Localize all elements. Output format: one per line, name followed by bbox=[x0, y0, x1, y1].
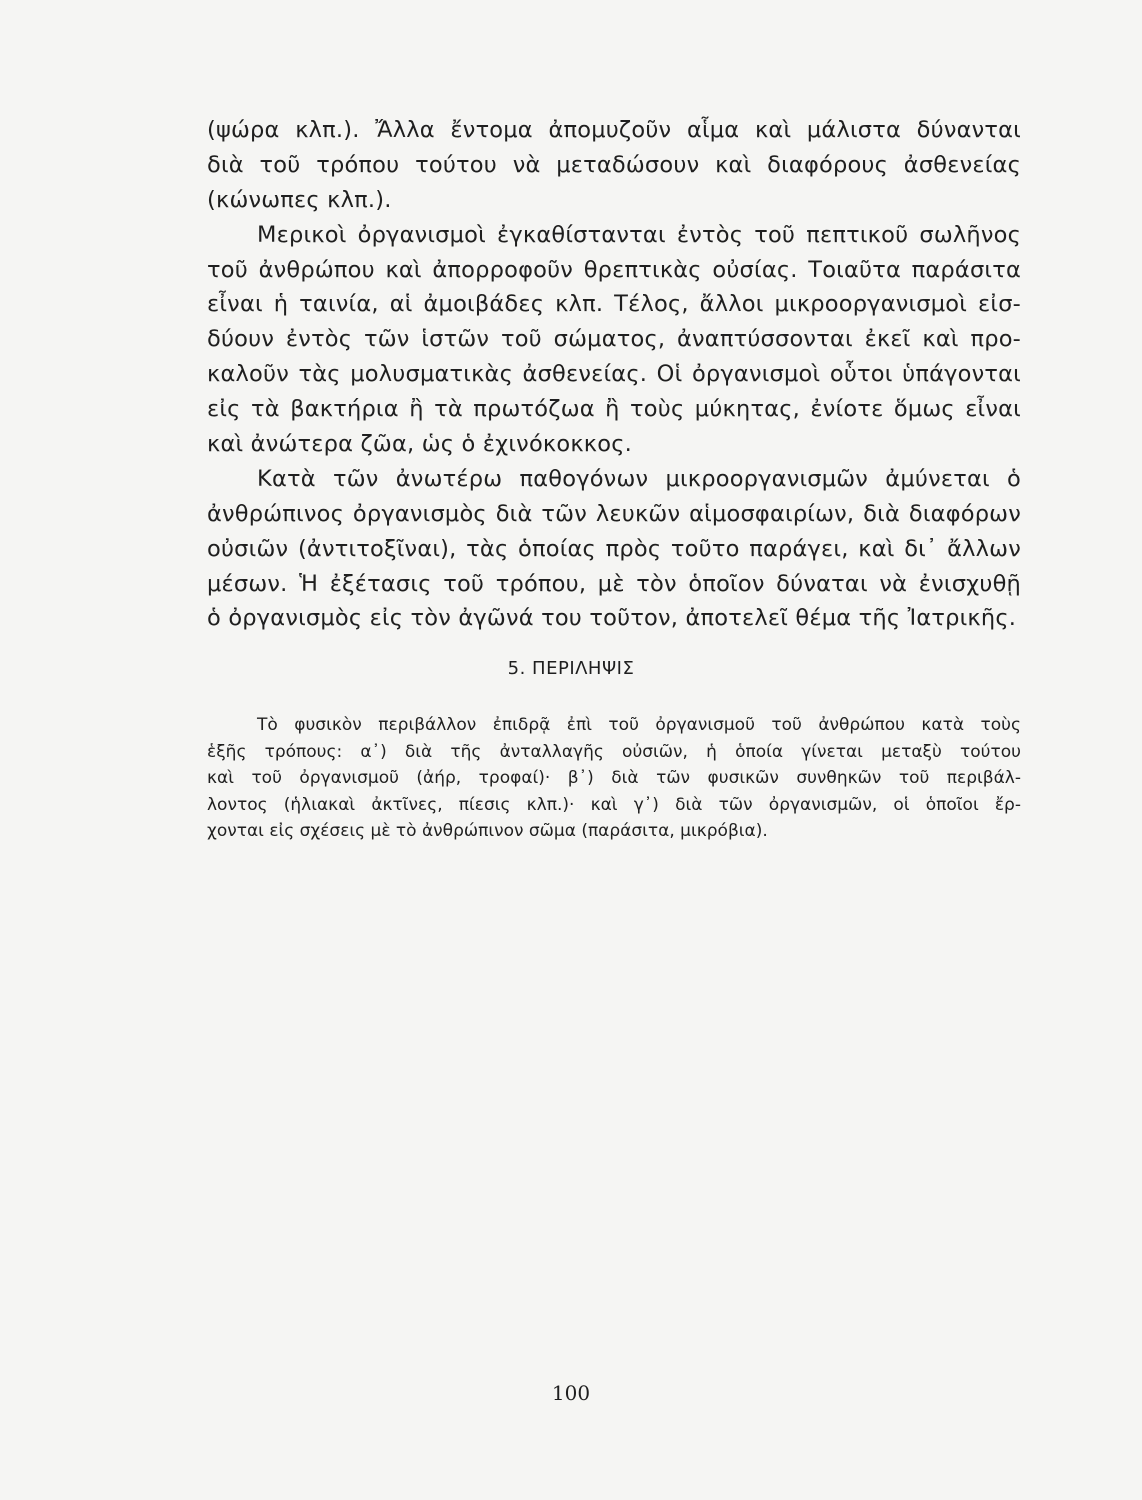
text-line: δύουν ἐντὸς τῶν ἱστῶν τοῦ σώματος, ἀναπτύσσονται ἐκεῖ καὶ προ- bbox=[207, 326, 1021, 353]
section-heading: 5. ΠΕΡΙΛΗΨΙΣ bbox=[507, 658, 635, 679]
text-line: Μερικοὶ ὀργανισμοὶ ἐγκαθίστανται ἐντὸς τοῦ πεπτικοῦ σωλῆνος bbox=[257, 221, 1021, 248]
text-line: Κατὰ τῶν ἀνωτέρω παθογόνων μικροοργανισμῶν ἀμύνεται ὁ bbox=[257, 465, 1021, 492]
text-line: οὐσιῶν (ἀντιτοξῖναι), τὰς ὁποίας πρὸς τοῦτο παράγει, καὶ δι᾿ ἄλλων bbox=[207, 535, 1021, 562]
summary-line: ἑξῆς τρόπους: α᾿) διὰ τῆς ἀνταλλαγῆς οὐσιῶν, ἡ ὁποία γίνεται μεταξὺ τούτου bbox=[207, 741, 1021, 762]
text-line: καλοῦν τὰς μολυσματικὰς ἀσθενείας. Οἱ ὀργανισμοὶ οὗτοι ὑπάγονται bbox=[207, 361, 1021, 388]
text-line: καὶ ἀνώτερα ζῶα, ὡς ὁ ἐχινόκοκκος. bbox=[207, 431, 632, 458]
text-line: ὁ ὀργανισμὸς εἰς τὸν ἀγῶνά του τοῦτον, ἀποτελεῖ θέμα τῆς Ἰατρικῆς. bbox=[207, 605, 1017, 632]
summary-line: λοντος (ἡλιακαὶ ἀκτῖνες, πίεσις κλπ.)· καὶ γ᾿) διὰ τῶν ὀργανισμῶν, οἱ ὁποῖοι ἔρ- bbox=[207, 794, 1021, 815]
text-line: ἀνθρώπινος ὀργανισμὸς διὰ τῶν λευκῶν αἱμοσφαιρίων, διὰ διαφόρων bbox=[207, 500, 1021, 527]
summary-line: καὶ τοῦ ὀργανισμοῦ (ἀήρ, τροφαί)· β᾿) διὰ τῶν φυσικῶν συνθηκῶν τοῦ περιβάλ- bbox=[207, 768, 1021, 789]
text-line: (ψώρα κλπ.). Ἄλλα ἔντομα ἀπομυζοῦν αἷμα καὶ μάλιστα δύνανται bbox=[207, 117, 1021, 143]
main-text bbox=[207, 113, 1021, 636]
page-number: 100 bbox=[551, 1381, 591, 1405]
summary-line: χονται εἰς σχέσεις μὲ τὸ ἀνθρώπινον σῶμα (παράσιτα, μικρόβια). bbox=[207, 821, 768, 842]
text-line: εἶναι ἡ ταινία, αἱ ἀμοιβάδες κλπ. Τέλος, ἄλλοι μικροοργανισμοὶ εἰσ- bbox=[207, 291, 1021, 318]
summary-line: Τὸ φυσικὸν περιβάλλον ἐπιδρᾷ ἐπὶ τοῦ ὀργανισμοῦ τοῦ ἀνθρώπου κατὰ τοὺς bbox=[257, 715, 1021, 735]
text-line: (κώνωπες κλπ.). bbox=[207, 186, 392, 213]
text-line: μέσων. Ἡ ἐξέτασις τοῦ τρόπου, μὲ τὸν ὁποῖον δύναται νὰ ἐνισχυθῇ bbox=[207, 570, 1021, 597]
text-line: εἰς τὰ βακτήρια ἢ τὰ πρωτόζωα ἢ τοὺς μύκητας, ἐνίοτε ὅμως εἶναι bbox=[207, 396, 1021, 423]
summary-paragraph bbox=[207, 712, 1021, 845]
text-line: τοῦ ἀνθρώπου καὶ ἀπορροφοῦν θρεπτικὰς οὐσίας. Τοιαῦτα παράσιτα bbox=[207, 256, 1021, 283]
text-line: διὰ τοῦ τρόπου τούτου νὰ μεταδώσουν καὶ διαφόρους ἀσθενείας bbox=[207, 151, 1021, 178]
